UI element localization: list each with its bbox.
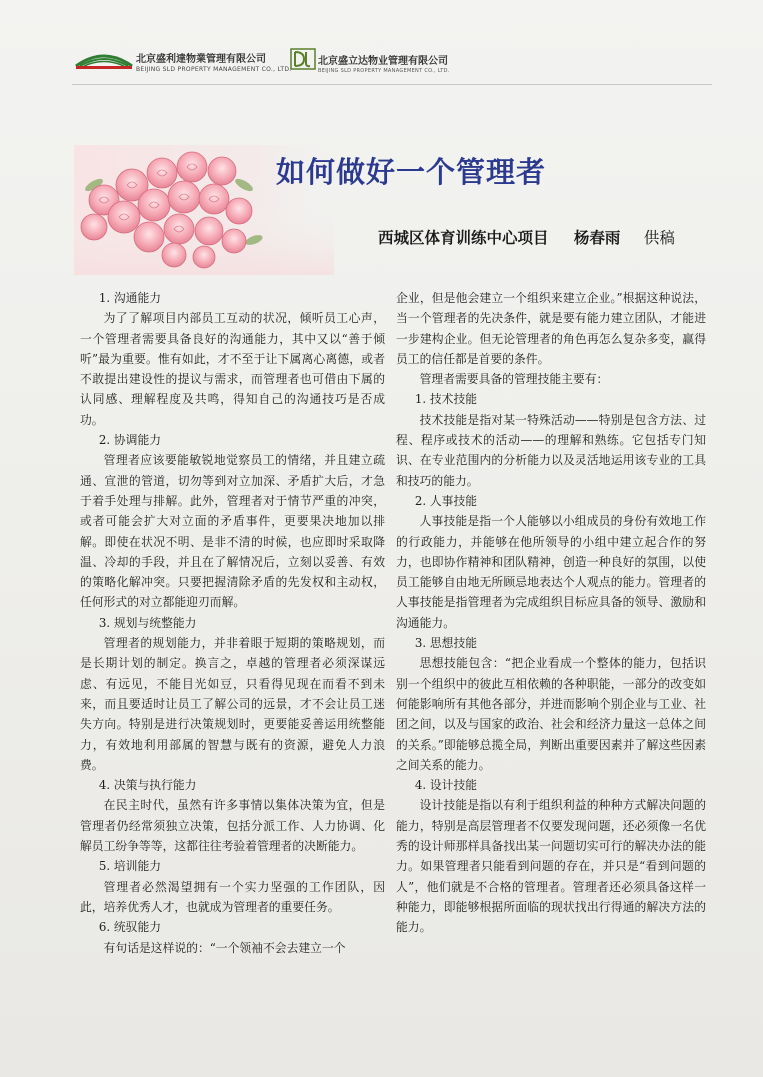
section-heading: 1. 沟通能力 — [98, 291, 162, 305]
paragraph: 管理者需要具备的管理技能主要有： — [419, 372, 609, 387]
paragraph: 企业，但是他会建立一个组织来建立企业。”根据这种说法，当一个管理者的先决条件，就是要有能力建立团队，才能进一步建构企业。但无论管理者的角色再怎么复杂多变，赢得员工的信任都是首要的条件。 — [396, 291, 706, 366]
paragraph: 技术技能是指对某一特殊活动——特别是包含方法、过程、程序或技术的活动——的理解和熟练。它包括专门知识、在专业范围内的分析能力以及灵活地运用该专业的工具和技巧的能力。 — [396, 412, 706, 488]
paragraph: 设计技能是指以有利于组织利益的种种方式解决问题的能力，特别是高层管理者不仅要发现问题，还必须像一名优秀的设计师那样具备找出某一问题切实可行的解决办法的能力。如果管理者只能看到问题的存在，并只是“看到问题的人”，他们就是不合格的管理者。管理者还必须具备这样一种能力，即能够根据所面临的现状找出行得通的解决方法的能力。 — [396, 798, 706, 935]
company-1-en: BEIJING SLD PROPERTY MANAGEMENT CO., LTD. — [136, 66, 292, 73]
paragraph: 为了了解项目内部员工互动的状况，倾听员工心声，一个管理者需要具备良好的沟通能力，其中又以“善于倾听”最为重要。惟有如此，才不至于让下属离心离德，或者不敢提出建设性的提议与需求，而管理者也可借由下属的认同感、理解程度及共鸣，得知自己的沟通技巧是否成功。 — [80, 311, 385, 427]
paragraph: 思想技能包含：“把企业看成一个整体的能力，包括识别一个组织中的彼此互相依赖的各种职能，一部分的改变如何能影响所有其他各部分，并进而影响个别企业与工业、社团之间，以及与国家的政治、社会和经济力量这一总体之间的关系。”即能够总揽全局，判断出重要因素并了解这些因素之间关系的能力。 — [396, 656, 706, 772]
paragraph: 有句话是这样说的：“一个领袖不会去建立一个 — [103, 940, 346, 955]
section-heading: 4. 决策与执行能力 — [98, 778, 197, 793]
right-column — [396, 288, 706, 938]
company-logo-2 — [290, 47, 316, 71]
section-heading: 3. 规划与统整能力 — [98, 615, 197, 630]
paragraph: 管理者的规划能力，并非着眼于短期的策略规划，而是长期计划的制定。换言之，卓越的管理者必须深谋远虑、有远见，不能目光如豆，只看得见现在而看不到未来，而且要适时让员工了解公司的远景，才不会让员工迷失方向。特别是进行决策规划时，更要能妥善运用统整能力，有效地利用部属的智慧与既有的资源，避免人力浪费。 — [80, 636, 385, 772]
section-heading: 5. 培训能力 — [98, 859, 162, 874]
company-2-name — [318, 52, 450, 74]
byline-note: 供稿 — [643, 229, 675, 247]
section-heading: 4. 设计技能 — [414, 778, 478, 793]
byline-org: 西城区体育训练中心项目 — [378, 229, 549, 247]
section-heading: 1. 技术技能 — [414, 392, 478, 407]
left-column — [80, 288, 385, 958]
article-byline — [378, 226, 708, 248]
company-1-cn: 北京盛利達物業管理有限公司 — [136, 54, 266, 65]
company-2-cn: 北京盛立达物业管理有限公司 — [318, 56, 448, 67]
paragraph: 人事技能是指一个人能够以小组成员的身份有效地工作的行政能力，并能够在他所领导的小组中建立起合作的努力，也即协作精神和团队精神，创造一种良好的氛围，以使员工能够自由地无所顾忌地表达个人观点的能力。管理者的人事技能是指管理者为完成组织目标应具备的领导、激励和沟通能力。 — [396, 514, 706, 630]
section-heading: 2. 人事技能 — [414, 493, 478, 508]
section-heading: 3. 思想技能 — [414, 636, 478, 651]
section-heading: 2. 协调能力 — [98, 433, 162, 448]
header-divider — [72, 84, 712, 85]
article-title: 如何做好一个管理者 — [276, 155, 547, 189]
paragraph: 在民主时代，虽然有许多事情以集体决策为宜，但是管理者仍经常须独立决策，包括分派工作、人力协调、化解员工纷争等等，这都往往考验着管理者的决断能力。 — [80, 798, 385, 854]
paragraph: 管理者应该要能敏锐地觉察员工的情绪，并且建立疏通、宣泄的管道，切勿等到对立加深、矛盾扩大后，才急于着手处理与排解。此外，管理者对于情节严重的冲突，或者可能会扩大对立面的矛盾事件，更要果决地加以排解。即使在状况不明、是非不清的时候，也应即时采取降温、冷却的手段，并且在了解情况后，立刻以妥善、有效的策略化解冲突。只要把握清除矛盾的先发权和主动权，任何形式的对立都能迎刃而解。 — [80, 453, 385, 610]
company-logo-1 — [74, 48, 134, 70]
company-2-en: BEIJING SLD PROPERTY MANAGEMENT CO., LTD. — [318, 68, 450, 74]
company-1-name — [136, 50, 291, 73]
paragraph: 管理者必然渴望拥有一个实力坚强的工作团队，因此，培养优秀人才，也就成为管理者的重要任务。 — [80, 879, 385, 914]
byline-author: 杨春雨 — [573, 229, 621, 247]
section-heading: 6. 统驭能力 — [98, 920, 162, 935]
